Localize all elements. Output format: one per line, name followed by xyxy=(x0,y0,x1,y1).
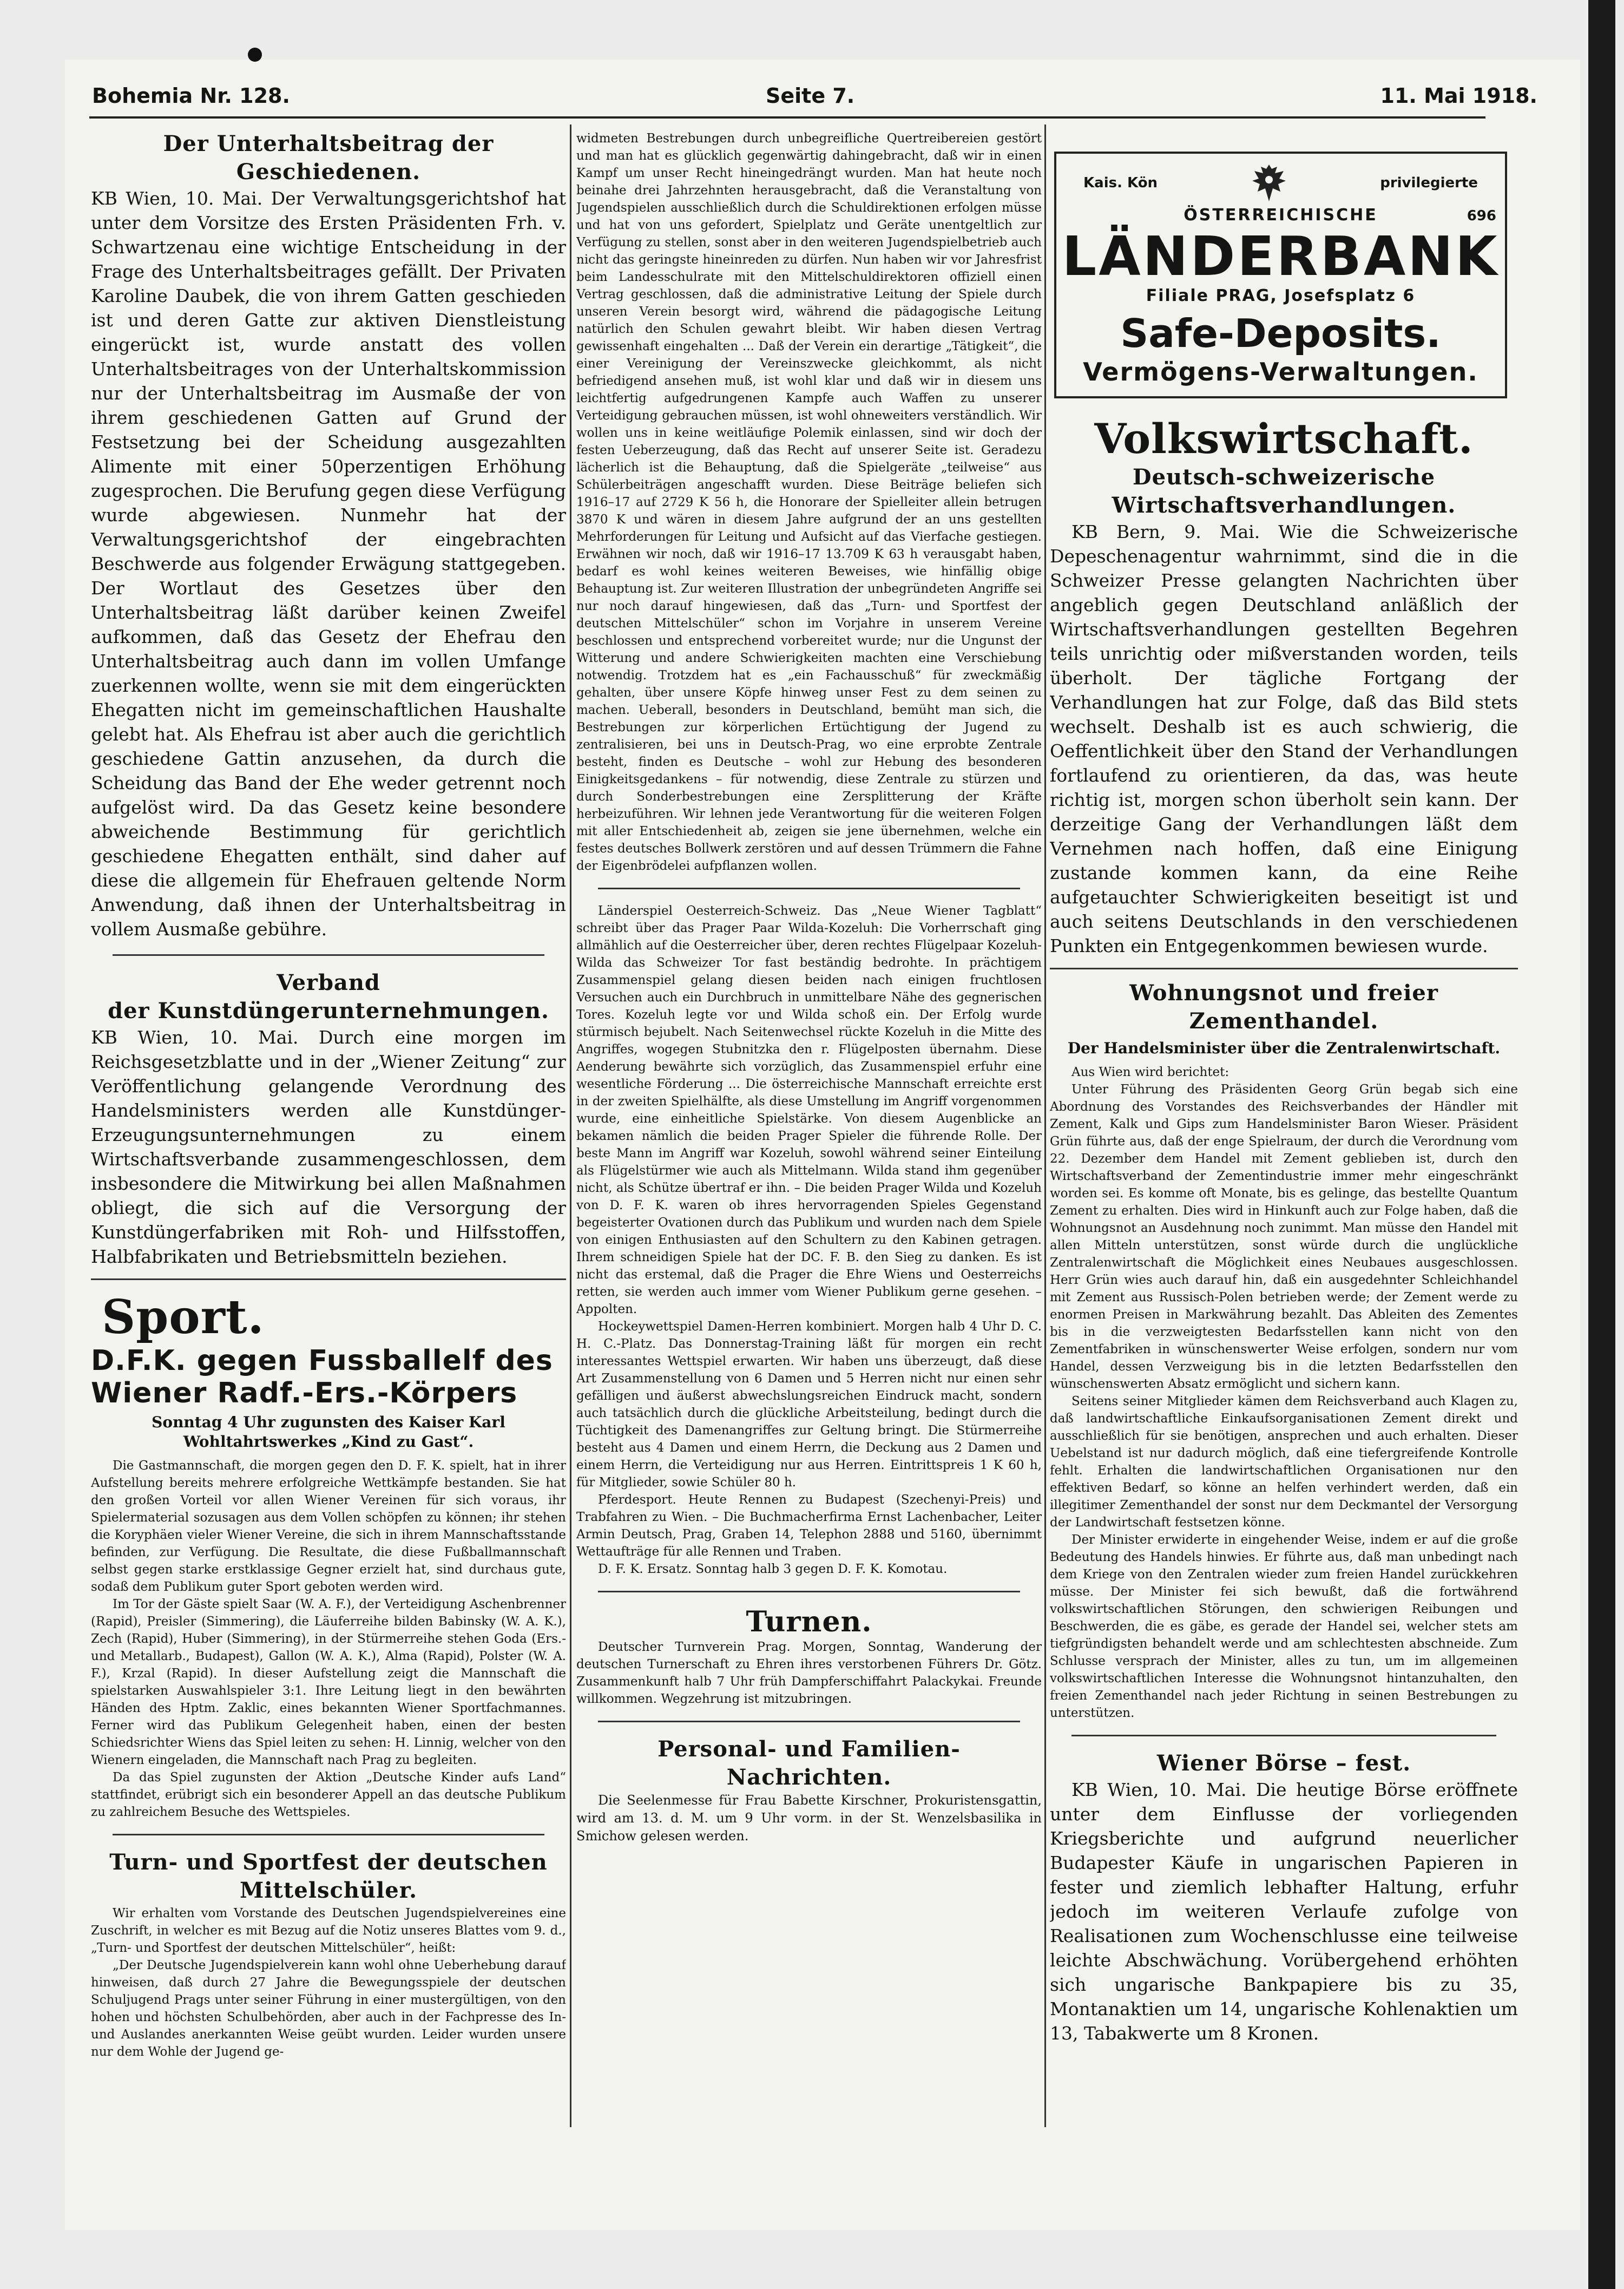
column-middle xyxy=(576,130,1042,2133)
article-body-dfk-ersatz: D. F. K. Ersatz. Sonntag halb 3 gegen D. F. K. Komotau. xyxy=(598,1562,948,1576)
article-body-verband: KB Wien, 10. Mai. Durch eine morgen im Reichsgesetzblatte und in der „Wiener Zeitung“ zur Veröffentlichung gelangende Verordnung des Handelsministers werden alle Kunstdünger-Erzeugungsunternehmungen zu einem Wirtschaftsverbande zusammengeschlossen, dem insbesondere die Mitwirkung bei allen Maßnahmen obliegt, die sich auf die Versorgung der Kunstdüngerfabriken mit Roh- und Hilfsstoffen, Halbfabrikaten und Betriebsmitteln beziehen. xyxy=(91,1027,566,1267)
header-rule xyxy=(89,116,1485,119)
separator xyxy=(91,1278,566,1280)
header-issue: Bohemia Nr. 128. xyxy=(92,84,290,108)
article-body-unterhalt: KB Wien, 10. Mai. Der Verwaltungsgerichtshof hat unter dem Vorsitze des Ersten Präsidenten Frh. v. Schwartzenau eine wichtige Entscheidung in der Frage des Unterhaltsbeitrages gefällt. Der Privaten Karoline Daubek, die von ihrem Gatten geschieden ist und deren Gatte zur aktiven Dienstleistung eingerückt ist, wurde anstatt des vollen Unterhaltsbeitrages von der Unterhaltskommission nur der Unterhaltsbeitrag im Ausmaße der von ihrem geschiedenen Gatten auf Grund der Festsetzung bei der Scheidung ausgezahlten Alimente mit einer 50perzentigen Erhöhung zugesprochen. Die Berufung gegen diese Verfügung wurde abgewiesen. Nunmehr hat der Verwaltungsgerichtshof der eingebrachten Beschwerde aus folgender Erwägung stattgegeben. Der Wortlaut des Gesetzes über den Unterhaltsbeitrag läßt darüber keinen Zweifel aufkommen, daß das Gesetz der Ehefrau den Unterhaltsbeitrag auch dann im vollen Umfange zuerkennen wollte, wenn sie mit dem eingerückten Ehegatten nicht im gemeinschaftlichen Haushalte gelebt hat. Als Ehefrau ist aber auch die gerichtlich geschiedene Gattin anzusehen, da durch die Scheidung das Band der Ehe weder getrennt noch aufgelöst wird. Da das Gesetz keine besondere abweichende Bestimmung für gerichtlich geschiedene Ehegatten enthält, sind daher auf diese die allgemein für Ehefrauen geltende Norm Anwendung, daß ihnen der Unterhaltsbeitrag in vollem Ausmaße gebühre. xyxy=(91,188,566,940)
separator xyxy=(1071,1735,1496,1736)
article-subtitle-wohnungsnot: Der Handelsminister über die Zentralenwirtschaft. xyxy=(1067,1039,1501,1057)
article-body-dfk-2: Im Tor der Gäste spielt Saar (W. A. F.), der Verteidigung Aschenbrenner (Rapid), Preisler (Simmering), die Läuferreihe bilden Babinsky (W. A. K.), Zech (Rapid), Huber (Simmering), in der Stürmerreihe stehen Goda (Ers.- und Metallarb., Budapest), Gallon (W. A. K.), Alma (Rapid), Polster (W. A. F.), Krzal (Rapid). In dieser Aufstellung zeigt die Mannschaft die spielstarken Auswahlspieler 3:1. Ihre Leitung liegt in den bewährten Händen des Hptm. Zaklic, eines bekannten Wiener Sportfachmannes. Ferner wird das Publikum Gelegenheit haben, einen der besten Schiedsrichter Wiens das Spiel leiten zu sehen: H. Linnig, welcher von den Wienern eingeladen, die Mannschaft nach Prag zu begleiten. xyxy=(91,1597,566,1767)
separator xyxy=(598,1591,1020,1592)
ad-line1-left: Kais. Kön xyxy=(1083,175,1158,191)
article-body-hockey: Hockeywettspiel Damen-Herren kombiniert. Morgen halb 4 Uhr D. C. H. C.-Platz. Das Donnerstag-Training läßt für morgen ein recht interessantes Wettspiel erwarten. Wir haben uns überzeugt, daß diese Art Zusammenstellung von 6 Damen und 5 Herren nicht nur einen sehr gefälligen und äußerst abwechslungsreichen Eindruck macht, sondern auch tatsächlich durch die glückliche Arbeitsteilung, bedingt durch die Tüchtigkeit des Damenangriffes zur Geltung bringt. Die Stürmerreihe besteht aus 4 Damen und einem Herrn, die Deckung aus 2 Damen und einem Herrn, die Verteidigung nur aus Herren. Eintrittspreis 1 K 60 h, für Mitglieder, sowie Schüler 80 h. xyxy=(576,1320,1042,1490)
section-title-volkswirtschaft: Volkswirtschaft. xyxy=(1094,415,1474,463)
article-body-dfk-3: Da das Spiel zugunsten der Aktion „Deutsche Kinder aufs Land“ stattfindet, erübrigt sich ein besonderer Appell an das deutsche Publikum zu zahlreichem Besuche des Wettspieles. xyxy=(91,1770,566,1819)
article-title-dfk: D.F.K. gegen Fussballelf des Wiener Radf.-Ers.-Körpers xyxy=(91,1344,553,1409)
section-title-turnen: Turnen. xyxy=(746,1605,872,1638)
separator xyxy=(598,1721,1020,1722)
column-right xyxy=(1050,130,1518,2133)
column-rule-1 xyxy=(570,124,571,2127)
article-body-deutsch-schweiz: KB Bern, 9. Mai. Wie die Schweizerische Depeschenagentur wahrnimmt, sind die in die Schweizer Presse gelangten Nachrichten über angeblich gegen Deutschland anläßlich der Wirtschaftsverhandlungen gestellten Begehren teils unrichtig oder mißverstanden worden, teils überholt. Der tägliche Fortgang der Verhandlungen hat zur Folge, daß das Bild stets wechselt. Deshalb ist es auch schwierig, die Oeffentlichkeit über den Stand der Verhandlungen fortlaufend zu orientieren, da das, was heute richtig ist, morgen schon überholt sein kann. Der derzeitige Gang der Verhandlungen läßt dem Vernehmen nach hoffen, daß eine Einigung zustande kommen kann, da eine Reihe aufgetauchter Schwierigkeiten beseitigt ist und auch seitens Deutschlands in den verschiedenen Punkten ein Entgegenkommen bewiesen wurde. xyxy=(1050,521,1518,956)
header-date: 11. Mai 1918. xyxy=(1380,84,1537,108)
ad-line2: ÖSTERREICHISCHE xyxy=(1184,206,1378,225)
section-title-personal: Personal- und Familien-Nachrichten. xyxy=(658,1736,961,1790)
laenderbank-advertisement xyxy=(1054,152,1507,398)
article-title-deutsch-schweiz: Deutsch-schweizerische Wirtschaftsverhandlungen. xyxy=(1112,464,1456,518)
separator xyxy=(1050,968,1518,969)
article-body-pferdesport: Pferdesport. Heute Rennen zu Budapest (Szechenyi-Preis) und Trabfahren zu Wien. – Die Buchmacherfirma Ernst Lachenbacher, Leiter Armin Deutsch, Prag, Graben 14, Telephon 2888 und 5160, übernimmt Wettaufträge für alle Rennen und Traben. xyxy=(576,1493,1042,1559)
article-body-wohnungsnot-1: Unter Führung des Präsidenten Georg Grün begab sich eine Abordnung des Vorstandes des Reichsverbandes der Händler mit Zement, Kalk und Gips zum Handelsminister Baron Wieser. Präsident Grün führte aus, daß der enge Spielraum, der durch die Verordnung vom 22. Dezember dem Handel mit Zement geblieben ist, durch den Wirtschaftsverband der Zementindustrie immer mehr eingeschränkt worden sei. Es komme oft Monate, bis es gelinge, das bestellte Quantum Zement zu erhalten. Dies wird in Hinkunft auch zur Folge haben, daß die Wohnungsnot an Ausdehnung noch zunimmt. Man müsse den Handel mit allen Mitteln unterstützen, sonst würde durch die unglückliche Zentralenwirtschaft die Möglichkeit eines Neubaues ausgeschlossen. Herr Grün wies auch darauf hin, daß ein ausgedehnter Schleichhandel mit Zement aus Russisch-Polen betrieben werde; der Zement werde zu enormen Preisen in Markwährung bezahlt. Das Ableiten des Zementes bis in die verzweigtesten Bedarfsstellen kann nicht von den Zementfabriken in wünschenswerter Weise erfolgen, sondern nur vom Handel, dessen Verzweigung bis in die letzten Bedarfsstellen den wünschenswerten Absatz ermöglicht und sichern kann. xyxy=(1050,1083,1518,1391)
ad-line1-right: privilegierte xyxy=(1380,175,1478,191)
column-left xyxy=(91,130,566,2133)
article-title-unterhalt: Der Unterhaltsbeitrag der Geschiedenen. xyxy=(163,131,494,185)
ad-bank-name: LÄNDERBANK xyxy=(1062,225,1500,288)
article-body-wohnungsnot-3: Der Minister erwiderte in eingehender Weise, indem er auf die große Bedeutung des Handels hinwies. Er führte aus, daß man unbedingt nach dem Kriege von den Zentralen wieder zum freien Handel zurückkehren müsse. Der Minister fei sich bewußt, daß die fortwährend volkswirtschaftlichen Störungen, den schwierigen Reibungen und Beschwerden, die es gäbe, es gerade der Handel sei, welcher stets am tiefgründigsten behandelt werde und am schlechtesten abschneide. Zum Schlusse versprach der Minister, alles zu tun, um im allgemeinen volkswirtschaftlichen Interesse die Wohnungsnot hintanzuhalten, den freien Zementhandel nach jeder Richtung in seinen Bestrebungen zu unterstützen. xyxy=(1050,1533,1518,1720)
article-title-boerse: Wiener Börse – fest. xyxy=(1156,1750,1411,1776)
ad-vermoegens: Vermögens-Verwaltungen. xyxy=(1083,357,1478,386)
header-page: Seite 7. xyxy=(766,84,855,108)
ad-number: 696 xyxy=(1467,208,1496,224)
separator xyxy=(598,888,1020,889)
article-body-boerse: KB Wien, 10. Mai. Die heutige Börse eröffnete unter dem Einflusse der vorliegenden Kriegsberichte und aufgrund neuerlicher Budapester Käufe in ungarischen Papieren in fester und ziemlich lebhafter Haltung, erfuhr jedoch im weiteren Verlaufe zufolge von Realisationen zum Wochenschlusse eine teilweise leichte Abschwächung. Vorübergehend erhöhten sich ungarische Bankpapiere bis zu 35, Montanaktien um 14, ungarische Kohlenaktien um 13, Tabakwerte um 8 Kronen. xyxy=(1050,1779,1518,2044)
article-body-turnfest-1: Wir erhalten vom Vorstande des Deutschen Jugendspielvereines eine Zuschrift, in welcher es mit Bezug auf die Notiz unseres Blattes vom 9. d., „Turn- und Sportfest der deutschen Mittelschüler“, heißt: xyxy=(91,1906,566,1955)
article-body-turnfest-2: „Der Deutsche Jugendspielverein kann wohl ohne Ueberhebung darauf hinweisen, daß durch 27 Jahre die Bewegungsspiele der deutschen Schuljugend Prags unter seiner Führung in einer mustergültigen, von den hohen und höchsten Schulbehörden, aber auch in der Fachpresse des In- und Auslandes anerkannten Weise geübt wurden. Leider wurden unsere nur dem Wohle der Jugend ge- xyxy=(91,1958,566,2059)
article-body-turnfest-cont: widmeten Bestrebungen durch unbegreifliche Quertreibereien gestört und man hat es glücklich gegenwärtig dahingebracht, daß wir in einen Kampf um unser Recht hineingedrängt wurden. Man hat heute noch beinahe drei Jahrzehnten herausgebracht, daß die Veranstaltung von Jugendspielen ausschließlich durch die Schuldirektionen erfolgen müsse und hat von uns gefordert, Spielplatz und Geräte unentgeltlich zur Verfügung zu stellen, sonst aber in den weiteren Jugendspielbetrieb auch nicht das geringste hineinreden zu dürfen. Nun haben wir vor Jahresfrist beim Landesschulrate mit den Mittelschuldirektoren offiziell einen Vertrag geschlossen, daß die administrative Leitung der Spiele durch unseren Verein besorgt wird, während die pädagogische Leitung natürlich den Schulen gewahrt bleibt. Wir haben diesen Vertrag gewissenhaft eingehalten ... Daß der Verein ein derartige „Tätigkeit“, die einer Vereinigung der Vereinszwecke gleichkommt, als nicht befriedigend ansehen muß, ist wohl klar und daß wir in diesem uns leichtfertig aufgedrungenen Kampfe auch Waffen zu unserer Verteidigung gebrauchen müssen, ist wohl ohneweiters verständlich. Wir wollen uns in keine weitläufige Polemik einlassen, sind wir doch der festen Ueberzeugung, daß das Recht auf unserer Seite ist. Geradezu lächerlich ist die Behauptung, daß die Spielgeräte „teilweise“ aus Schülerbeiträgen angeschafft wurden. Diese Beiträge beliefen sich 1916–17 auf 2729 K 56 h, die Honorare der Spielleiter allein betrugen 3870 K und wären in diesem Jahre aufgrund der an uns gestellten Mehrforderungen für Leitung und Aufsicht auf das Vierfache gestiegen. Erwähnen wir noch, daß wir 1916–17 13.709 K 63 h verausgabt haben, bedarf es wohl keines weiteren Beweises, wie hinfällig obige Behauptung ist. Zur weiteren Illustration der unbegründeten Angriffe sei nur noch darauf hingewiesen, daß das „Turn- und Sportfest der deutschen Mittelschüler“ schon im Vorjahre in unserem Vereine beschlossen und entsprechend vorbereitet wurde; nur die Ungunst der Witterung und andere Schwierigkeiten machten eine Verschiebung notwendig. Trotzdem hat es „ein Fachausschuß“ für zweckmäßig gehalten, über unsere Köpfe hinweg unser Fest zu dem seinen zu machen. Ueberall, besonders in Deutschland, bemüht man sich, die Bestrebungen zur körperlichen Ertüchtigung der Jugend zu zentralisieren, bei uns in Deutsch-Prag, wo eine erprobte Zentrale besteht, finden es Deutsche – wohl zur Hebung des besonderen Einigkeitsgedankens – für notwendig, diese Zentrale zu stürzen und durch Sonderbestrebungen eine Zersplitterung der Kräfte herbeizuführen. Wir lehnen jede Verantwortung für die weiteren Folgen mit aller Entschiedenheit ab, zeigen sie jene übernehmen, welche ein festes deutsches Bollwerk zerstören und auf dessen Trümmern die Fahne der Eigenbrödelei aufpflanzen wollen. xyxy=(576,132,1042,873)
article-title-turnfest: Turn- und Sportfest der deutschen Mittelschüler. xyxy=(109,1849,548,1903)
punch-hole xyxy=(248,48,262,62)
article-body-dfk-1: Die Gastmannschaft, die morgen gegen den D. F. K. spielt, hat in ihrer Aufstellung bereits mehrere erfolgreiche Wettkämpfe bestanden. Sie hat den großen Vorteil vor allen Wiener Vereinen für sich voraus, ihr Spielermaterial sozusagen aus dem Vollen schöpfen zu können; ihr stehen die Koryphäen vieler Wiener Vereine, die sich in ihrem Mannschaftsstande befinden, zur Verfügung. Die Resultate, die diese Fußballmannschaft selbst gegen starke erstklassige Gegner erzielt hat, sind durchaus gute, sodaß dem Publikum guter Sport geboten werden wird. xyxy=(91,1459,566,1594)
article-body-wohnungsnot-0: Aus Wien wird berichtet: xyxy=(1071,1065,1229,1079)
column-rule-2 xyxy=(1044,124,1046,2127)
article-title-verband-1: Verband xyxy=(277,970,380,995)
section-title-sport: Sport. xyxy=(102,1290,265,1344)
article-title-verband-2: der Kunstdüngerunternehmungen. xyxy=(108,998,549,1024)
article-body-turnverein: Deutscher Turnverein Prag. Morgen, Sonntag, Wanderung der deutschen Turnerschaft zu Ehren ihres verstorbenen Führers Dr. Götz. Zusammenkunft halb 7 Uhr früh Dampferschiffahrt Palackykai. Freunde willkommen. Wegzehrung ist mitzubringen. xyxy=(576,1640,1042,1706)
article-subtitle-dfk: Sonntag 4 Uhr zugunsten des Kaiser Karl Wohltahrtswerkes „Kind zu Gast“. xyxy=(152,1413,505,1451)
double-eagle-icon xyxy=(1250,161,1288,205)
article-body-wohnungsnot-2: Seitens seiner Mitglieder kämen dem Reichsverband auch Klagen zu, daß landwirtschaftliche Einkaufsorganisationen Zement direkt und ausschließlich für sie benötigen, ansprechen und auch erhalten. Dieser Uebelstand ist nur dadurch möglich, daß eine tiefergreifende Kontrolle fehlt. Erhalten die landwirtschaftlichen Organisationen nur den effektiven Bedarf, so könne an helfen verhindert werden, daß ein illegitimer Zementhandel der sonst nur dem Deckmantel der Versorgung der Landwirtschaft festsetzen könne. xyxy=(1050,1394,1518,1530)
scan-edge xyxy=(1588,0,1615,2289)
separator xyxy=(113,954,544,956)
article-body-seelenmesse: Die Seelenmesse für Frau Babette Kirschner, Prokuristensgattin, wird am 13. d. M. um 9 Uhr vorm. in der St. Wenzelsbasilika in Smichow gelesen werden. xyxy=(576,1793,1042,1844)
ad-safe-deposits: Safe-Deposits. xyxy=(1120,311,1441,356)
article-body-laenderspiel: Länderspiel Oesterreich-Schweiz. Das „Neue Wiener Tagblatt“ schreibt über das Prager Paar Wilda-Kozeluh: Die Vorherrschaft ging allmählich auf die Oesterreicher über, deren rechtes Flügelpaar Kozeluh-Wilda das Schweizer Tor fast beständig bedrohte. In prächtigem Zusammenspiel gelang diesen beiden nach einigen fruchtlosen Versuchen auch ein Durchbruch in unmittelbare Nähe des gegnerischen Tores. Kozeluh legte vor und Wilda schoß ein. Der Erfolg wurde stürmisch bejubelt. Nach Seitenwechsel rückte Kozeluh in die Mitte des Angriffes, wogegen Stubnitzka den r. Flügelposten übernahm. Diese Aenderung bewährte sich vorzüglich, das Zusammenspiel erfuhr eine wesentliche Förderung ... Die österreichische Mannschaft erreichte erst in der zweiten Spielhälfte, als diese Umstellung im Angriff vorgenommen wurde, eine einheitliche Spielstärke. Von diesem Augenblicke an bekamen nämlich die beiden Prager Spieler die führende Rolle. Der beste Mann im Angriff war Kozeluh, sowohl während seiner Einteilung als Flügelstürmer wie auch als Mittelmann. Wilda stand ihm gegenüber nicht, als Schütze übertraf er ihn. – Die beiden Prager Wilda und Kozeluh von D. F. K. waren ob ihres hervorragenden Spieles Gegenstand begeisterter Ovationen durch das Publikum und wurden nach dem Spiele von einigen Enthusiasten auf den Schultern zu den Kabinen getragen. Ihrem schneidigen Spiele hat der DC. F. B. den Sieg zu danken. Es ist nicht das erstemal, daß die Prager die Ehre Wiens und Oesterreichs retten, sie werden auch immer vom Wiener Publikum gerne gesehen. – Appolten. xyxy=(576,904,1042,1316)
article-title-wohnungsnot: Wohnungsnot und freier Zementhandel. xyxy=(1129,980,1438,1034)
separator xyxy=(113,1834,544,1835)
ad-address: Filiale PRAG, Josefsplatz 6 xyxy=(1146,286,1416,305)
